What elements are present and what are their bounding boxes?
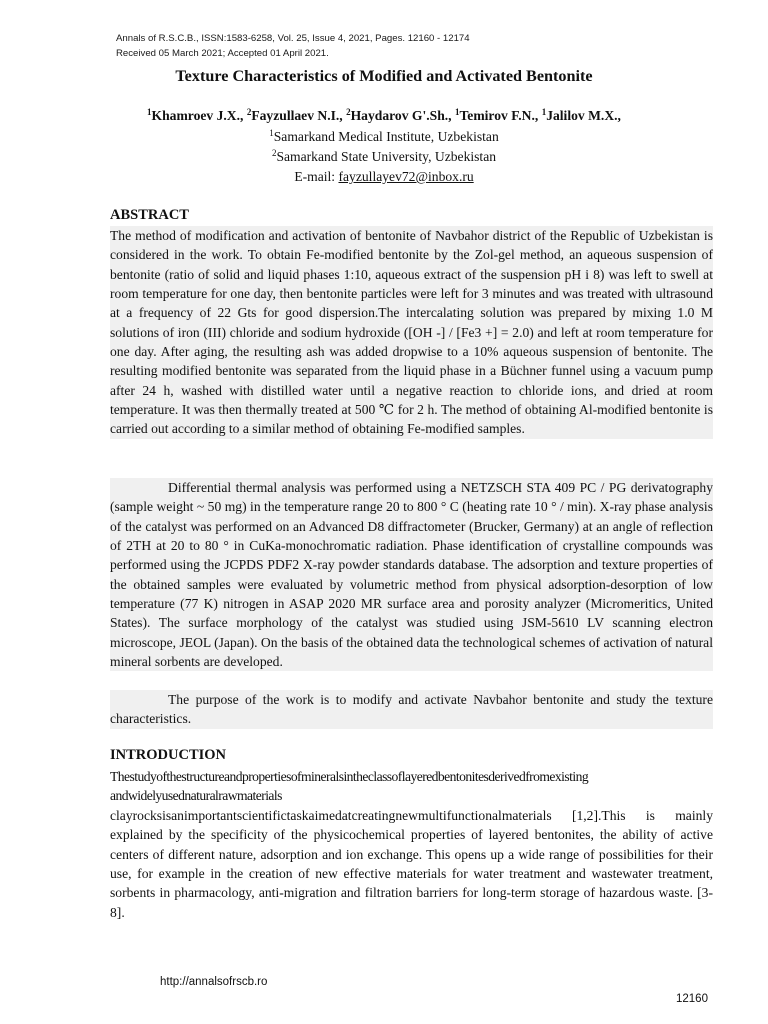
author-affil-mark: 1 [454,107,460,117]
affiliation-mark: 1 [269,128,274,138]
page-number: 12160 [676,993,708,1005]
author-name: Fayzullaev N.I., [251,108,347,123]
introduction-line-2: andwidelyusednaturalrawmaterials [110,788,282,803]
author-name: Haydarov G'.Sh., [350,108,455,123]
author-affil-mark: 2 [246,107,252,117]
affiliation-2 [0,147,768,167]
email-link[interactable]: fayzullayev72@inbox.ru [338,169,474,184]
journal-header [116,31,470,61]
author-name: Khamroev J.X., [151,108,247,123]
author-affil-mark: 2 [346,107,351,117]
abstract-paragraph-3: The purpose of the work is to modify and activate Navbahor bentonite and study the texture characteristics. [110,690,713,729]
affiliation-text: Samarkand State University, Uzbekistan [276,149,497,164]
author-name: Temirov F.N., [459,108,542,123]
received-accepted-line: Received 05 March 2021; Accepted 01 April 2021. [116,48,329,59]
author-affil-mark: 1 [147,107,152,117]
email-line [0,167,768,187]
journal-citation-line: Annals of R.S.C.B., ISSN:1583-6258, Vol. 25, Issue 4, 2021, Pages. 12160 - 12174 [116,33,470,44]
author-affil-mark: 1 [541,107,547,117]
author-name: Jalilov M.X., [546,108,621,123]
affiliation-mark: 2 [271,148,277,158]
abstract-paragraph-1: The method of modification and activation of bentonite of Navbahor district of the Republic of Uzbekistan is considered in the work. To obtain Fe-modified bentonite by the Zol-gel method, an aqueous suspension of bentonite (ratio of solid and liquid phases 1:10, aqueous extract of the suspension pH i 8) was left to swell at room temperature for one day, then bentonite particles were left for 3 minutes and was treated with ultrasound at a frequency of 22 Gts for good dispersion.The intercalating solution was prepared by mixing 1.0 M solutions of iron (III) chloride and sodium hydroxide ([OH -] / [Fe3 +] = 2.0) and left at room temperature for one day. After aging, the resulting ash was added dropwise to a 10% aqueous suspension of bentonite. The resulting modified bentonite was separated from the liquid phase in a Büchner funnel using a vacuum pump after 24 h, washed with distilled water until a negative reaction to chloride ions, and dried at room temperature. It was then thermally treated at 500 ℃ for 2 h. The method of obtaining Al-modified bentonite is carried out according to a similar method of obtaining Fe-modified samples. [110,226,713,439]
introduction-heading: INTRODUCTION [110,747,227,763]
abstract-paragraph-2: Differential thermal analysis was performed using a NETZSCH STA 409 PC / PG derivatography (sample weight ~ 50 mg) in the temperature range 20 to 800 ° C (heating rate 10 ° / min). X-ray phase analysis of the catalyst was performed on an Advanced D8 diffractometer (Brucker, Germany) at an angle of reflection of 2TH at 20 to 80 ° in CuKa-monochromatic radiation. Phase identification of crystalline compounds was performed using the JCPDS PDF2 X-ray powder standards database. The adsorption and texture properties of the obtained samples were evaluated by volumetric method from physical adsorption-desorption of low temperature (77 K) nitrogen in ASAP 2020 MR surface area and porosity analyzer (Micromeritics, United States). The surface morphology of the catalyst was studied using JSM-5610 LV scanning electron microscope, JEOL (Japan). On the basis of the obtained data the technological schemes of activation of natural mineral sorbents are developed. [110,478,713,671]
email-label: E-mail: [294,169,339,184]
abstract-heading: ABSTRACT [110,207,189,223]
affiliation-text: Samarkand Medical Institute, Uzbekistan [273,129,499,144]
footer-url-link[interactable]: http://annalsofrscb.ro [160,976,268,988]
affiliation-1 [0,127,768,147]
introduction-line-1: Thestudyofthestructureandpropertiesofmineralsintheclassoflayeredbentonitesderivedfromexisting [110,769,589,784]
introduction-paragraph: clayrocksisanimportantscientifictaskaimedatcreatingnewmultifunctionalmaterials [1,2].This is mainly explained by the specificity of the physicochemical properties of layered bentonites, the ability of active centers of different nature, adsorption and ion exchange. This opens up a wide range of possibilities for their use, for example in the creation of new effective materials for water treatment and wastewater treatment, sorbents in pharmacology, anti-migration and filtration barriers for long-term storage of hazardous waste. [3-8]. [110,808,713,920]
paper-title: Texture Characteristics of Modified and Activated Bentonite [175,67,593,85]
author-list [0,108,768,124]
